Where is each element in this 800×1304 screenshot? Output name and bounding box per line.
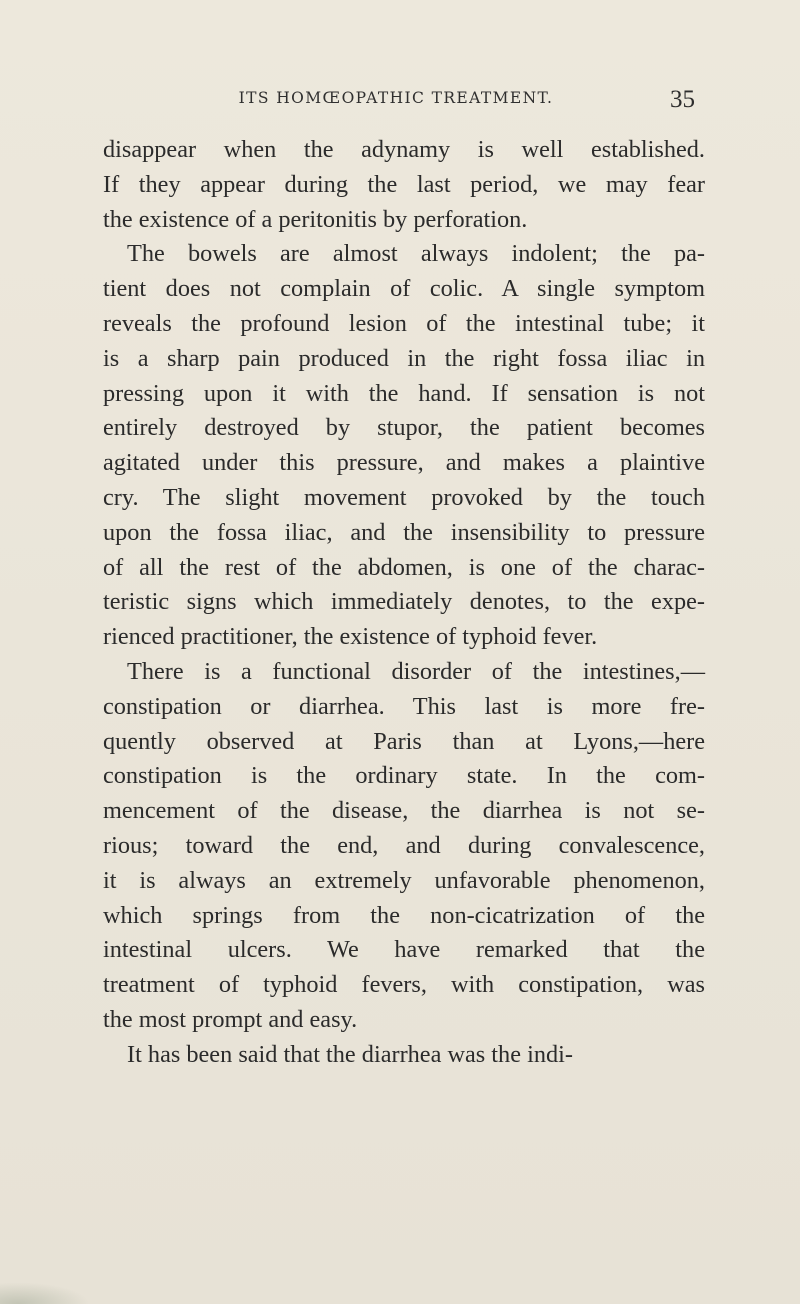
text-line: constipation is the ordinary state. In the com-: [103, 762, 705, 790]
text-line: constipation or diarrhea. This last is more fre-: [103, 692, 705, 720]
text-line: The bowels are almost always indolent; the pa-: [127, 240, 705, 268]
text-line: reveals the profound lesion of the intestinal tube; it: [103, 309, 705, 337]
text-line: agitated under this pressure, and makes a plaintive: [103, 449, 705, 477]
text-line: rious; toward the end, and during convalescence,: [103, 831, 705, 859]
text-line: the existence of a peritonitis by perforation.: [103, 205, 528, 233]
text-line: rienced practitioner, the existence of typhoid fever.: [103, 623, 598, 651]
text-line: treatment of typhoid fevers, with constipation, was: [103, 971, 705, 999]
page-header: [0, 86, 800, 116]
text-line: teristic signs which immediately denotes, to the expe-: [103, 588, 705, 616]
text-line: pressing upon it with the hand. If sensation is not: [103, 379, 705, 407]
text-line: If they appear during the last period, we may fear: [103, 170, 705, 198]
text-line: cry. The slight movement provoked by the touch: [103, 483, 705, 511]
text-line: tient does not complain of colic. A single symptom: [103, 275, 705, 303]
text-line: disappear when the adynamy is well established.: [103, 136, 705, 163]
text-line: is a sharp pain produced in the right fossa iliac in: [103, 344, 705, 372]
text-line: mencement of the disease, the diarrhea is not se-: [103, 797, 705, 825]
text-line: of all the rest of the abdomen, is one of the charac-: [103, 553, 705, 581]
text-line: There is a functional disorder of the intestines,—: [127, 657, 705, 685]
text-line: it is always an extremely unfavorable phenomenon,: [103, 866, 705, 894]
page-edge-stain: [0, 1282, 90, 1304]
body-text: [103, 133, 705, 1073]
text-line: upon the fossa iliac, and the insensibility to pressure: [103, 518, 705, 546]
text-line: It has been said that the diarrhea was the indi-: [127, 1040, 573, 1068]
text-line: intestinal ulcers. We have remarked that the: [103, 936, 705, 964]
running-head: ITS HOMŒOPATHIC TREATMENT.: [238, 89, 554, 107]
text-line: which springs from the non-cicatrization of the: [103, 901, 705, 929]
text-line: entirely destroyed by stupor, the patient becomes: [103, 414, 705, 442]
text-line: the most prompt and easy.: [103, 1005, 358, 1033]
page-number: 35: [670, 86, 695, 113]
text-line: quently observed at Paris than at Lyons,—here: [103, 727, 705, 755]
